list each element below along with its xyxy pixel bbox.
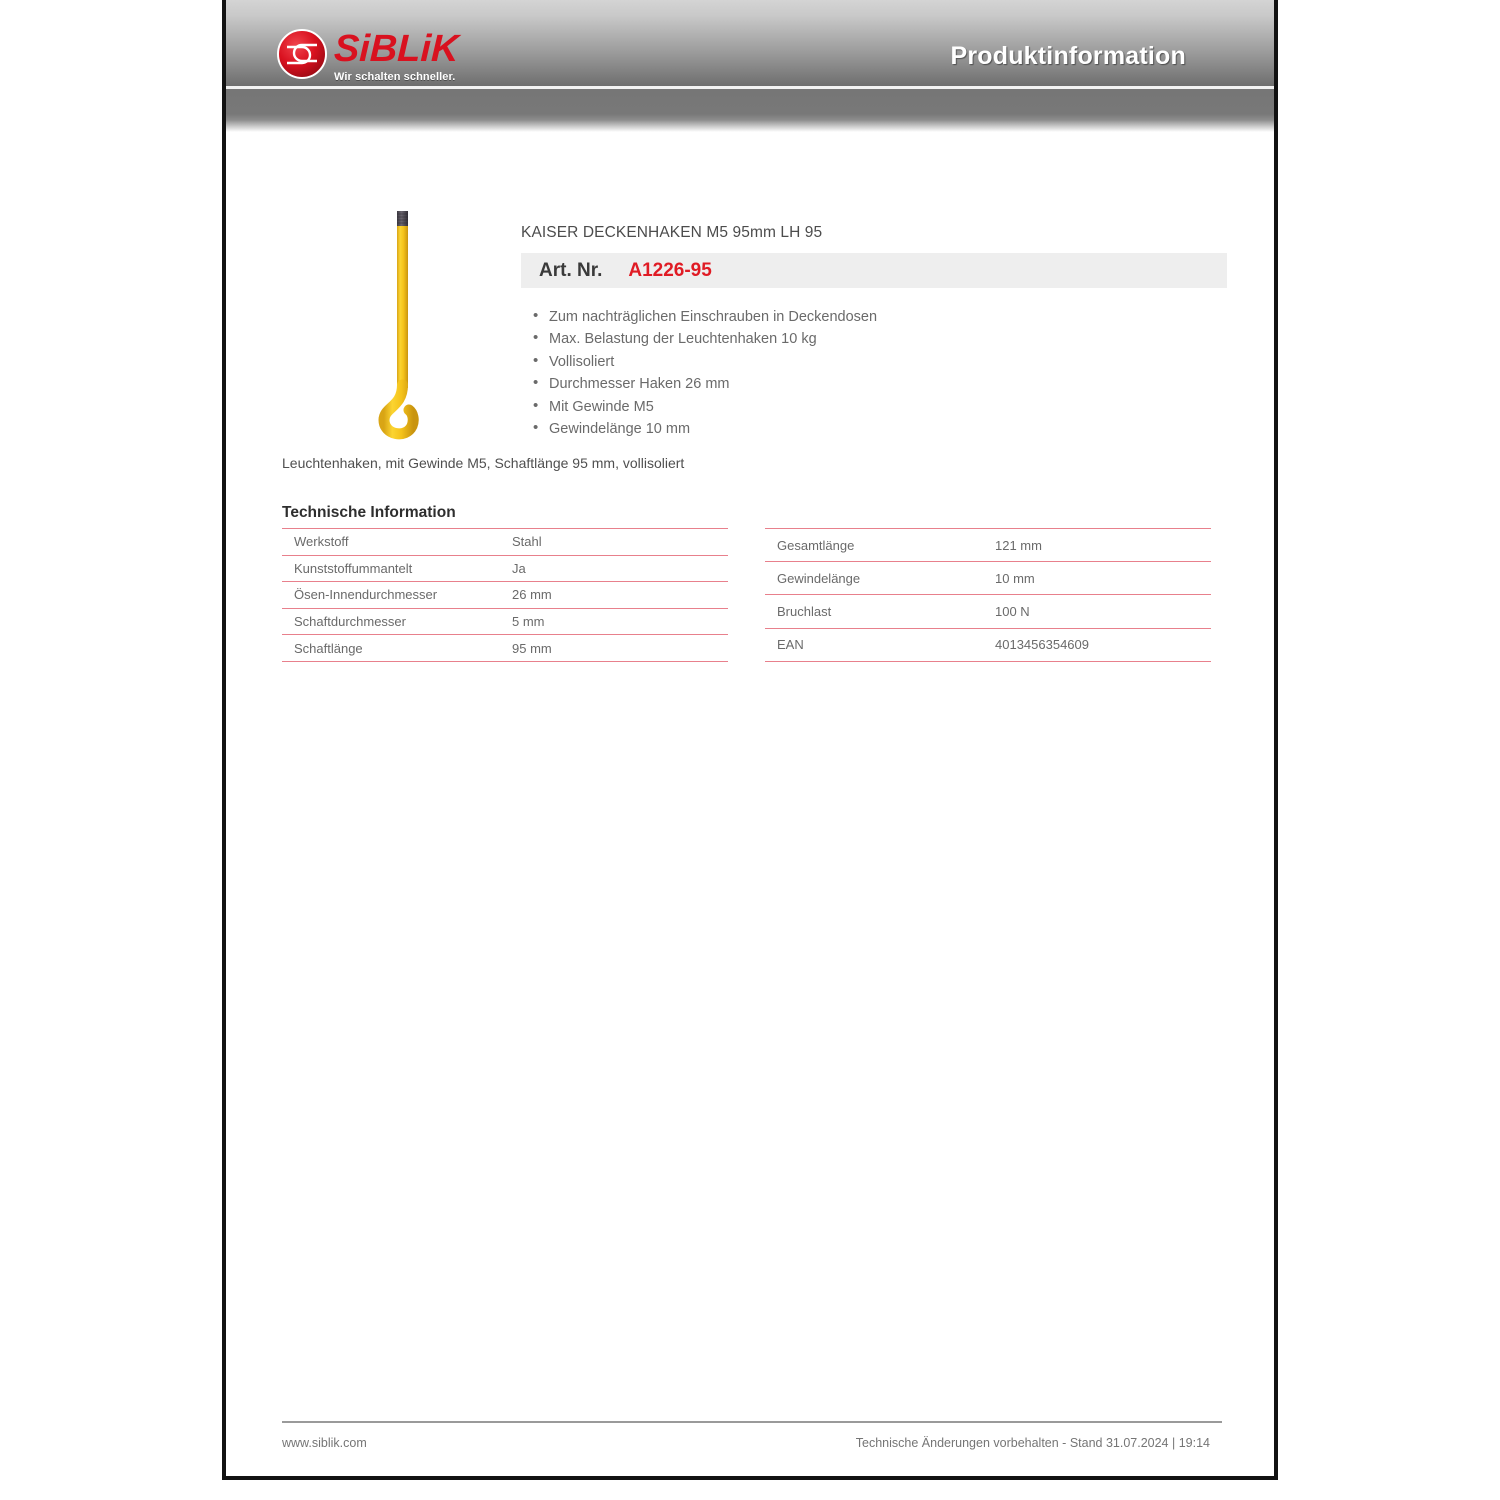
list-item: • Zum nachträglichen Einschrauben in Deckendosen [549,306,1227,328]
logo-tagline: Wir schalten schneller. [334,71,456,83]
table-row [765,562,1211,595]
list-item: • Max. Belastung der Leuchtenhaken 10 kg [549,328,1227,350]
spec-value: 10 mm [983,562,1211,595]
spec-value: 26 mm [500,582,728,609]
document-page [222,0,1278,1480]
article-number-band [521,253,1227,288]
spec-table-right [765,528,1211,662]
list-item: • Gewindelänge 10 mm [549,418,1227,440]
table-row [282,529,728,556]
product-name: KAISER DECKENHAKEN M5 95mm LH 95 [521,224,823,241]
table-row [765,595,1211,628]
table-row [282,608,728,635]
product-description: Leuchtenhaken, mit Gewinde M5, Schaftlänge 95 mm, vollisoliert [282,455,685,471]
page-footer [282,1421,1222,1450]
table-row [282,635,728,662]
spec-key: Schaftlänge [282,635,500,662]
spec-key: EAN [765,628,983,661]
spec-key: Schaftdurchmesser [282,608,500,635]
spec-key: Ösen-Innendurchmesser [282,582,500,609]
list-item: • Mit Gewinde M5 [549,396,1227,418]
footer-divider [282,1421,1222,1423]
spec-key: Kunststoffummantelt [282,555,500,582]
page-title: Produktinformation [950,42,1186,70]
article-number-label: Art. Nr. [539,259,603,281]
siblik-logo[interactable] [276,28,459,83]
footer-revision-notice: Technische Änderungen vorbehalten - Stand 31.07.2024 | 19:14 [855,1436,1210,1450]
spec-key: Gesamtlänge [765,529,983,562]
spec-key: Werkstoff [282,529,500,556]
page-header [226,0,1274,132]
footer-website-link[interactable]: www.siblik.com [282,1436,367,1450]
technical-information-heading: Technische Information [282,504,456,521]
logo-wordmark: SiBLiK [333,28,460,70]
spec-value: 95 mm [500,635,728,662]
table-row [282,582,728,609]
spec-value: 121 mm [983,529,1211,562]
product-image-ceiling-hook [356,207,466,447]
product-feature-list [521,306,1227,440]
table-row [765,529,1211,562]
siblik-s-circle-logo-icon [276,28,328,80]
spec-value: Ja [500,555,728,582]
spec-key: Bruchlast [765,595,983,628]
article-number-value: A1226-95 [628,259,712,281]
spec-table-left [282,528,728,662]
header-gradient-band-bottom [226,89,1274,132]
spec-value: Stahl [500,529,728,556]
spec-value: 5 mm [500,608,728,635]
spec-value: 100 N [983,595,1211,628]
table-row [282,555,728,582]
spec-value: 4013456354609 [983,628,1211,661]
product-title-block [521,224,1227,456]
list-item: • Vollisoliert [549,351,1227,373]
list-item: • Durchmesser Haken 26 mm [549,373,1227,395]
technical-information-section [282,504,1222,662]
table-row [765,628,1211,661]
spec-key: Gewindelänge [765,562,983,595]
